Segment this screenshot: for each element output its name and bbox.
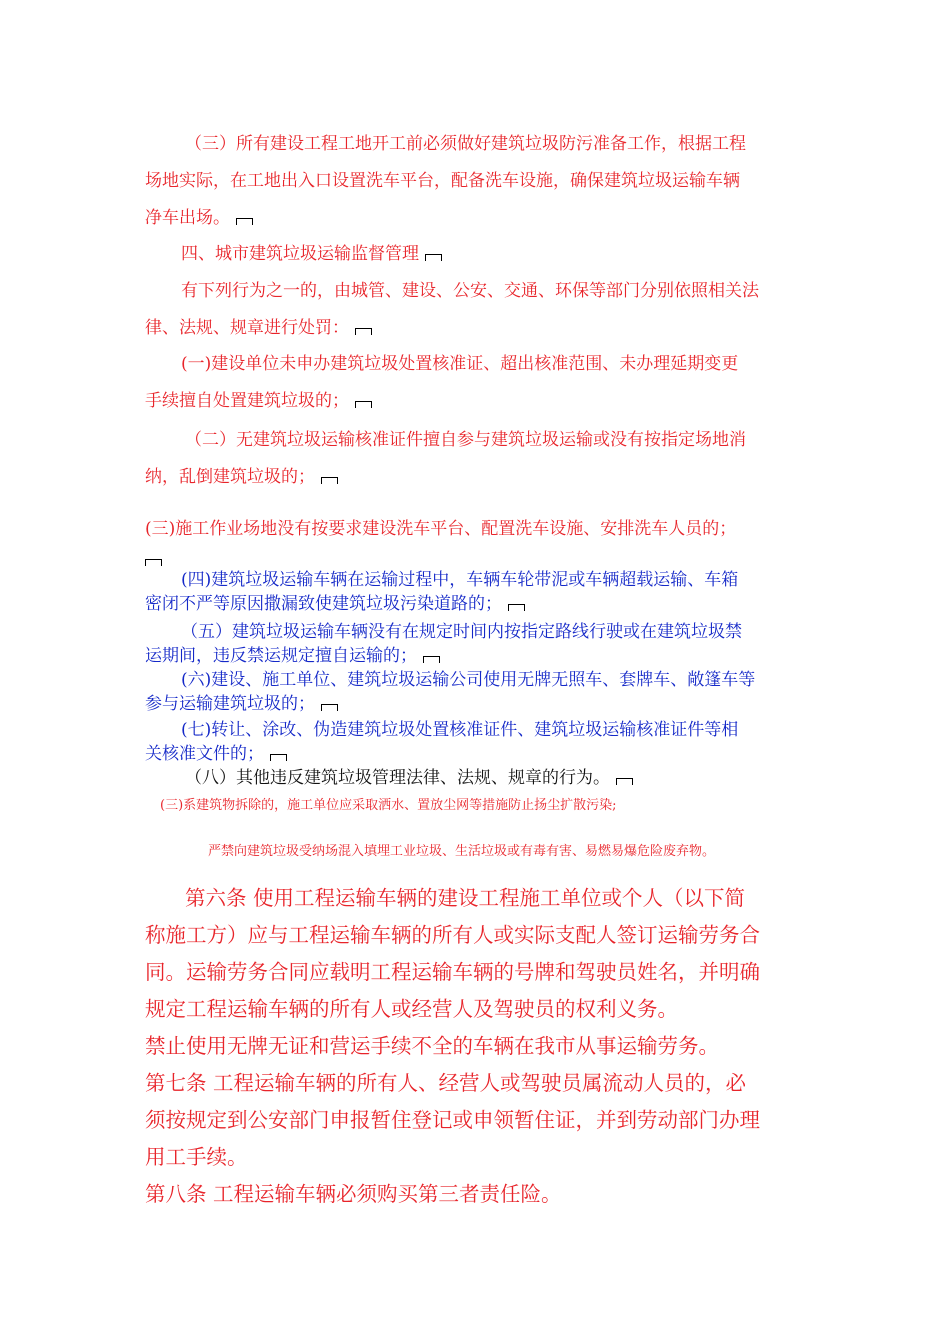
text-line: 须按规定到公安部门申报暂住登记或申领暂住证，并到劳动部门办理 xyxy=(145,1108,760,1132)
section-title: 四、城市建筑垃圾运输监督管理 xyxy=(145,236,846,273)
text-line: 场地实际，在工地出入口设置洗车平台，配备洗车设施，确保建筑垃圾运输车辆 xyxy=(145,171,740,191)
list-item-1 xyxy=(145,346,810,420)
note-demolition: (三)系建筑物拆除的，施工单位应采取洒水、置放尘网等措施防止扬尘扩散污染; xyxy=(160,798,617,813)
text-line: 参与运输建筑垃圾的； xyxy=(145,692,810,716)
text-line: （三）所有建设工程工地开工前必须做好建筑垃圾防污准备工作，根据工程 xyxy=(185,134,746,154)
paragraph-site-cleaning xyxy=(145,126,810,237)
text-line: 称施工方）应与工程运输车辆的所有人或实际支配人签订运输劳务合 xyxy=(145,923,760,947)
paragraph-mark-icon xyxy=(321,477,338,484)
text-line: 规定工程运输车辆的所有人或经营人及驾驶员的权利义务。 xyxy=(145,997,678,1021)
note-forbid-mixing: 严禁向建筑垃圾受纳场混入填埋工业垃圾、生活垃圾或有毒有害、易燃易爆危险废弃物。 xyxy=(208,844,716,859)
text-line: 用工手续。 xyxy=(145,1145,248,1169)
list-item-3 xyxy=(145,514,810,574)
text-line: 第六条 使用工程运输车辆的建设工程施工单位或个人（以下简 xyxy=(185,886,746,910)
text-line: 关核准文件的； xyxy=(145,742,810,766)
text-line: （二）无建筑垃圾运输核准证件擅自参与建筑垃圾运输或没有按指定场地消 xyxy=(185,430,746,450)
text-line: 同。运输劳务合同应载明工程运输车辆的号牌和驾驶员姓名，并明确 xyxy=(145,960,760,984)
paragraph-mark-icon xyxy=(270,754,287,761)
article-7 xyxy=(145,1065,810,1176)
text-line: 有下列行为之一的，由城管、建设、公安、交通、环保等部门分别依照相关法 xyxy=(181,281,759,301)
text-line: 密闭不严等原因撒漏致使建筑垃圾污染道路的； xyxy=(145,592,810,616)
article-6 xyxy=(145,880,810,1028)
list-item-7 xyxy=(145,718,810,766)
paragraph-mark-icon xyxy=(508,604,525,611)
paragraph-mark-icon xyxy=(616,778,633,785)
list-item-2 xyxy=(145,422,810,496)
list-item-8: （八）其他违反建筑垃圾管理法律、法规、规章的行为。 xyxy=(145,766,850,790)
text-line: 运期间，违反禁运规定擅自运输的； xyxy=(145,644,810,668)
text-line: 手续擅自处置建筑垃圾的； xyxy=(145,383,810,420)
paragraph-mark-icon xyxy=(236,218,253,225)
paragraph-mark-icon xyxy=(145,559,162,566)
paragraph-mark-icon xyxy=(355,401,372,408)
text-line: 净车出场。 xyxy=(145,200,810,237)
list-item-4 xyxy=(145,568,810,616)
text-line: (七)转让、涂改、伪造建筑垃圾处置核准证件、建筑垃圾运输核准证件等相 xyxy=(181,720,739,740)
text-line: 第七条 工程运输车辆的所有人、经营人或驾驶员属流动人员的，必 xyxy=(145,1071,747,1095)
paragraph-intro xyxy=(145,273,810,347)
text-line: （五）建筑垃圾运输车辆没有在规定时间内按指定路线行驶或在建筑垃圾禁 xyxy=(181,622,742,642)
paragraph-mark-icon xyxy=(425,254,442,261)
paragraph-mark-icon xyxy=(355,328,372,335)
article-6-ban: 禁止使用无牌无证和营运手续不全的车辆在我市从事运输劳务。 xyxy=(145,1034,719,1058)
list-item-6 xyxy=(145,668,810,716)
list-item-5 xyxy=(145,620,810,668)
paragraph-mark-icon xyxy=(321,704,338,711)
text-line: (四)建筑垃圾运输车辆在运输过程中，车辆车轮带泥或车辆超载运输、车箱 xyxy=(181,570,739,590)
article-8: 第八条 工程运输车辆必须购买第三者责任险。 xyxy=(145,1182,562,1206)
text-line: (三)施工作业场地没有按要求建设洗车平台、配置洗车设施、安排洗车人员的； xyxy=(145,519,737,539)
text-line: (六)建设、施工单位、建筑垃圾运输公司使用无牌无照车、套牌车、敞篷车等 xyxy=(181,670,756,690)
text-line: (一)建设单位未申办建筑垃圾处置核准证、超出核准范围、未办理延期变更 xyxy=(181,354,739,374)
text-line: 律、法规、规章进行处罚： xyxy=(145,310,810,347)
paragraph-mark-icon xyxy=(423,656,440,663)
text-line: 纳，乱倒建筑垃圾的； xyxy=(145,459,810,496)
